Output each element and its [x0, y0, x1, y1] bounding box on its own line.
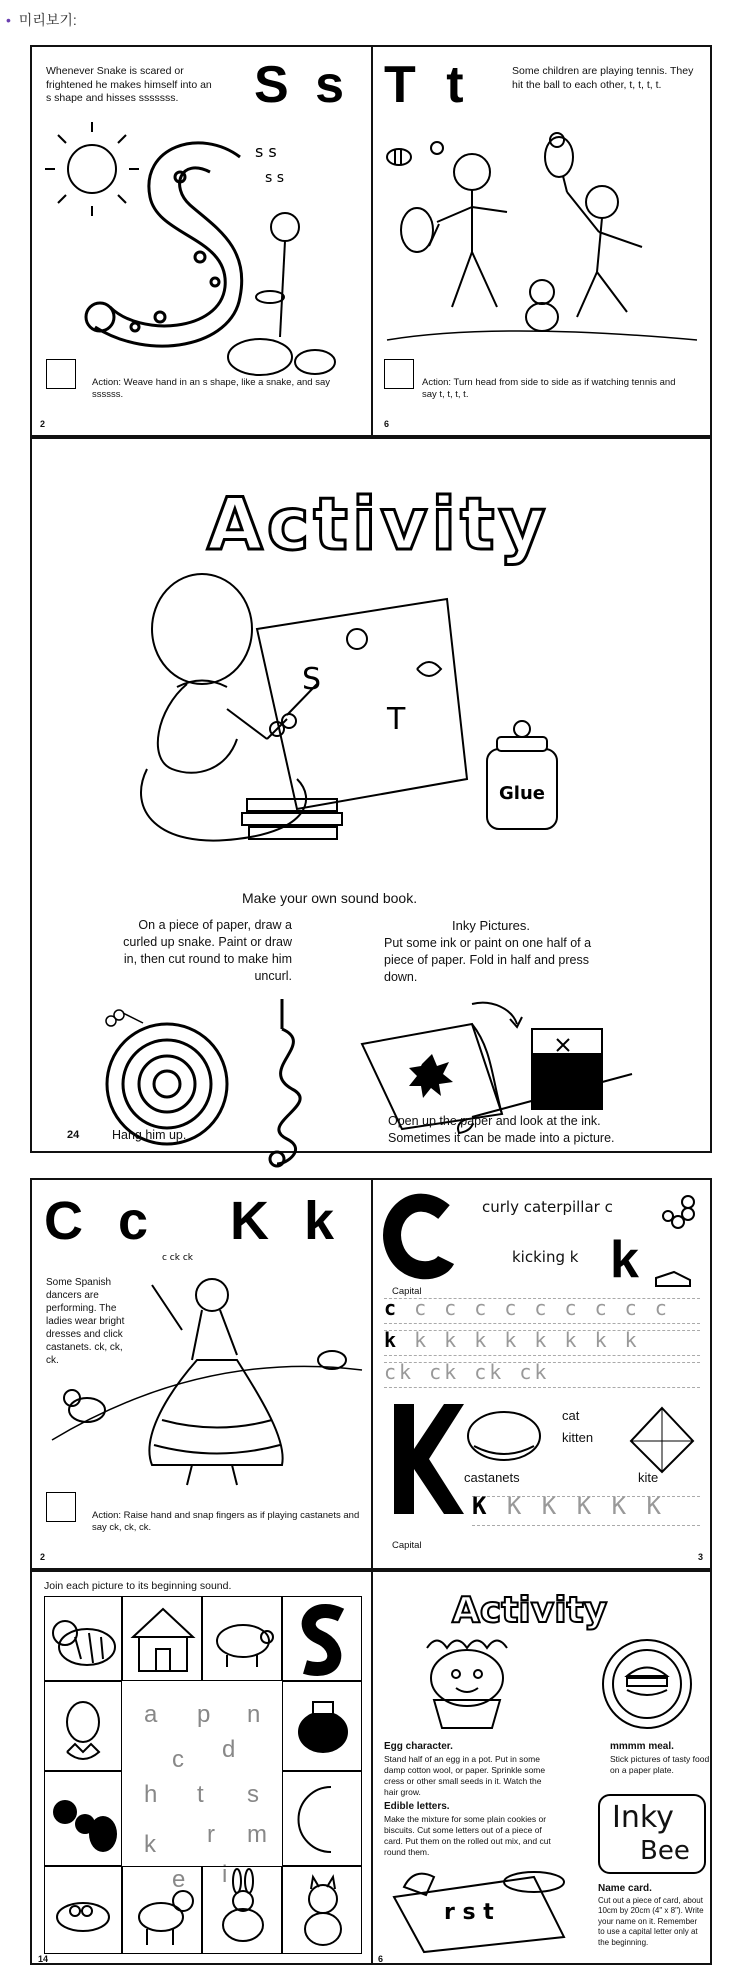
moon-icon — [283, 1772, 363, 1867]
t-letter-heading: T t — [384, 56, 472, 114]
ink-cell — [282, 1681, 362, 1771]
word-kitten: kitten — [562, 1430, 594, 1445]
hiss-letters: s s — [255, 142, 277, 161]
inky-instructions: Put some ink or paint on one half of a piece of paper. Fold in half and press down. — [384, 936, 592, 984]
meal-title: mmmm meal. — [610, 1741, 674, 1752]
inky-illustration — [352, 999, 692, 1129]
spiral-snake-icon — [107, 1024, 227, 1144]
trace-text-3: ck ck ck ck — [384, 1360, 550, 1384]
activity-title — [207, 479, 627, 569]
dancer-icon — [149, 1279, 282, 1485]
spread-join-activity — [30, 1570, 712, 1965]
ink-jar-icon — [532, 1029, 602, 1109]
girl-icon — [141, 574, 306, 841]
rocks-icon — [228, 339, 335, 375]
kicking-k-glyph: k — [610, 1231, 639, 1289]
spread-c-k — [30, 1178, 712, 1570]
arrow-icon — [472, 1003, 522, 1027]
moon-cell — [282, 1771, 362, 1866]
nest-icon — [45, 1867, 123, 1955]
kicking-k-label: kicking k — [512, 1248, 579, 1266]
activity2-page-number: 6 — [378, 1954, 384, 1964]
s-action-box — [46, 359, 76, 389]
letter-h: h — [144, 1781, 158, 1808]
hang-caption: Hang him up. — [112, 1128, 187, 1142]
s-letter-heading: S s — [254, 56, 351, 114]
spread-s-t — [30, 45, 712, 437]
tennis-boy-icon — [401, 154, 507, 307]
t-action-box — [384, 359, 414, 389]
ink-bottle-icon — [283, 1682, 363, 1772]
s-snake-cell — [282, 1596, 362, 1681]
ck-page-left: 2 — [40, 1552, 46, 1562]
house-icon — [123, 1597, 203, 1682]
letter-d: d — [222, 1736, 236, 1763]
t-story-text: Some children are playing tennis. They hit the ball to each other, t, t, t, t. — [512, 65, 694, 91]
egg-icon — [45, 1682, 123, 1772]
kite-icon — [627, 1406, 697, 1476]
spread-divider — [371, 47, 373, 437]
tiger-icon — [45, 1597, 123, 1682]
scissors-small-icon — [106, 1010, 143, 1026]
rabbit-cell — [202, 1866, 282, 1954]
snake-instructions: On a piece of paper, draw a curled up snake. Paint or draw in, then cut round to make him uncurl. — [123, 918, 292, 983]
teddy-bear-icon — [526, 280, 558, 331]
ant-cell — [44, 1771, 122, 1866]
c-letter-heading: C c — [44, 1191, 159, 1251]
spread-divider-ja — [371, 1572, 373, 1965]
pig-cell — [202, 1596, 282, 1681]
spanish-dancer-illustration — [42, 1240, 362, 1490]
capital-c-icon — [384, 1192, 454, 1282]
svg-text:s s: s s — [265, 170, 285, 186]
nest-cell — [44, 1866, 122, 1954]
letter-p: p — [197, 1701, 211, 1728]
sun-icon — [45, 122, 139, 216]
name-card-text: Cut out a piece of card, about 10cm by 20cm (4" x 8"). Write your name on it. Remember to use a capital letter only at the beginning. — [598, 1896, 704, 1947]
house-cell — [122, 1596, 202, 1681]
capital-label-c: Capital — [392, 1286, 422, 1297]
egg-text: Stand half of an egg in a pot. Put in some damp cotton wool, or paper. Sprinkle some cress or other small seeds in it. Watch the hair grow. — [384, 1754, 546, 1798]
letter-r: r — [207, 1821, 215, 1848]
preview-label: 미리보기: — [18, 12, 77, 28]
t-page-number: 6 — [384, 419, 390, 429]
castanets-icon — [464, 1406, 544, 1466]
svg-text:Glue: Glue — [499, 783, 545, 804]
shoe-icon — [654, 1266, 694, 1290]
name-card — [598, 1794, 706, 1874]
tennis-girl-icon — [545, 137, 642, 317]
activity-page — [30, 437, 712, 1153]
inky-followup: Open up the paper and look at the ink. Sometimes it can be made into a picture. — [388, 1114, 615, 1145]
capital-k-icon — [384, 1404, 464, 1514]
egg-title: Egg character. — [384, 1741, 453, 1752]
tennis-ball-icon — [431, 133, 564, 154]
name-card-line2: Bee — [640, 1836, 690, 1866]
books-stack-icon — [242, 799, 342, 839]
glue-jar-icon — [487, 721, 557, 829]
meal-plate-icon — [597, 1634, 697, 1734]
bee-icon — [387, 149, 411, 165]
paper-sheet-icon — [257, 599, 467, 809]
ck-story-text: Some Spanish dancers are performing. The ladies wear bright dresses and click castanets. ck, ck, ck. — [46, 1277, 125, 1366]
svg-text:Activity: Activity — [452, 1590, 608, 1631]
cookie-letters-icon — [384, 1857, 584, 1957]
join-page-number: 14 — [38, 1954, 49, 1964]
bullet: • — [6, 12, 11, 28]
sound-book-caption: Make your own sound book. — [242, 890, 418, 906]
letter-e: e — [172, 1866, 186, 1893]
sunflower-icon — [256, 213, 299, 337]
curly-caterpillar-label: curly caterpillar c — [482, 1198, 613, 1216]
word-kite: kite — [638, 1470, 659, 1485]
meal-text: Stick pictures of tasty food on a paper plate. — [610, 1754, 710, 1776]
join-grid — [44, 1596, 362, 1954]
svg-text:S: S — [302, 662, 322, 697]
trace-text-4: K K K K K K — [472, 1492, 664, 1520]
kitten-icon — [283, 1867, 363, 1955]
dog-icon — [123, 1867, 203, 1955]
name-card-title: Name card. — [598, 1883, 652, 1894]
s-story-text: Whenever Snake is scared or frightened he makes himself into an s shape and hisses sssssss. — [46, 65, 212, 105]
egg-character-icon — [412, 1628, 522, 1738]
tiger-cell — [44, 1596, 122, 1681]
join-instruction: Join each picture to its beginning sound. — [44, 1580, 232, 1592]
svg-text:T: T — [387, 702, 406, 737]
ant-icon — [45, 1772, 123, 1867]
letter-s: s — [247, 1781, 259, 1808]
letter-n: n — [247, 1701, 261, 1728]
letters-text: Make the mixture for some plain cookies or biscuits. Cut some letters out of a piece of card. Put them on the rolled out mix, and cut round them. — [384, 1814, 551, 1858]
ck-action-text: Action: Raise hand and snap fingers as if playing castanets and say ck, ck, ck. — [92, 1510, 360, 1534]
activity2-title — [452, 1584, 652, 1634]
name-card-line1: Inky — [612, 1800, 674, 1835]
word-cat: cat — [562, 1408, 580, 1423]
rabbit-icon — [203, 1867, 283, 1955]
letter-a: a — [144, 1701, 158, 1728]
pig-icon — [203, 1597, 283, 1682]
activity-page-number: 24 — [67, 1129, 80, 1141]
snake-s-icon — [86, 143, 242, 346]
ck-page-right: 3 — [698, 1552, 704, 1562]
k-letter-heading: K k — [230, 1191, 345, 1251]
ck-floating-text: c ck ck — [162, 1253, 193, 1263]
ink-splat-icon — [409, 1054, 453, 1098]
sound-book-illustration — [117, 569, 587, 869]
letter-k: k — [144, 1831, 156, 1858]
snake-letter-icon — [283, 1597, 363, 1682]
letter-m: m — [247, 1821, 267, 1848]
dog-cell — [122, 1866, 202, 1954]
t-illustration — [377, 112, 707, 342]
caterpillar-icon — [660, 1192, 700, 1232]
trace-text-2: k k k k k k k k k — [384, 1328, 640, 1352]
kitten-cell — [282, 1866, 362, 1954]
letter-t: t — [197, 1781, 204, 1808]
ck-action-box — [46, 1492, 76, 1522]
word-castanets: castanets — [464, 1470, 520, 1485]
s-illustration — [40, 117, 340, 377]
hanging-snake-icon — [270, 999, 300, 1166]
egg-cell — [44, 1681, 122, 1771]
cat-icon — [64, 1390, 105, 1422]
t-action-text: Action: Turn head from side to side as if watching tennis and say t, t, t, t. — [422, 377, 676, 401]
letter-i: i — [222, 1861, 228, 1888]
letter-c: c — [172, 1746, 184, 1773]
inky-title: Inky Pictures. — [452, 918, 531, 933]
spread-divider-ck — [371, 1180, 373, 1570]
s-action-text: Action: Weave hand in an s shape, like a snake, and say ssssss. — [92, 377, 331, 401]
capital-label-k: Capital — [392, 1540, 422, 1551]
s-page-number: 2 — [40, 419, 46, 429]
trace-text-1: c c c c c c c c c c — [384, 1296, 670, 1320]
letters-title: Edible letters. — [384, 1801, 450, 1812]
svg-text:r s t: r s t — [444, 1900, 494, 1925]
preview-header — [6, 10, 77, 30]
svg-text:Activity: Activity — [207, 482, 550, 566]
